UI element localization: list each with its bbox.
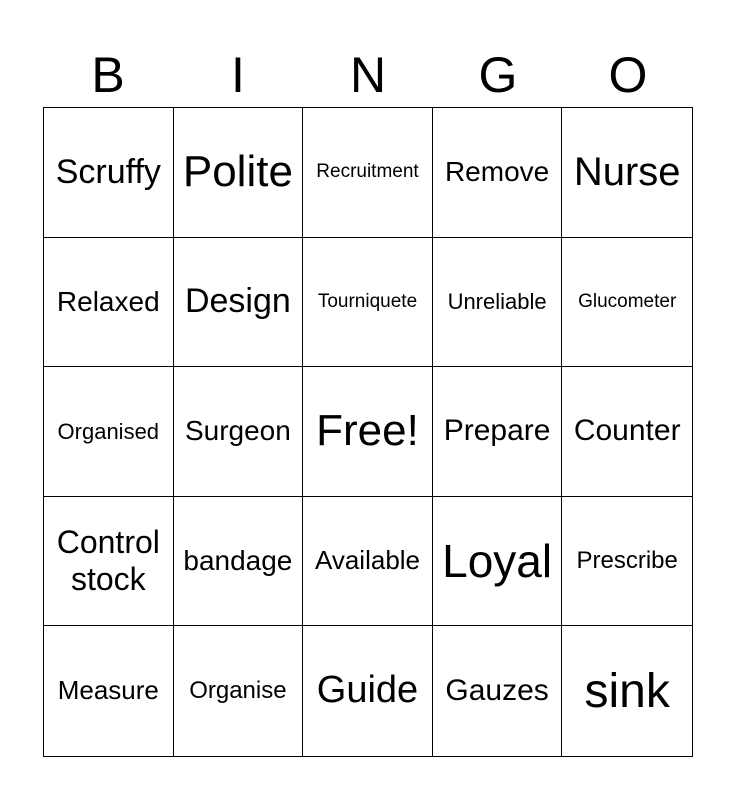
cell-label: Scruffy: [55, 152, 161, 191]
bingo-cell[interactable]: [174, 497, 304, 627]
cell-label: Remove: [444, 156, 550, 188]
bingo-cell[interactable]: [174, 367, 304, 497]
bingo-cell[interactable]: [303, 626, 433, 756]
cell-label: Prepare: [443, 414, 551, 448]
bingo-cell[interactable]: [44, 238, 174, 368]
cell-label: Unreliable: [447, 289, 547, 315]
cell-label: Counter: [573, 414, 681, 448]
cell-label: Control stock: [56, 524, 160, 598]
cell-label: Loyal: [442, 534, 553, 587]
cell-label: Tourniquete: [317, 290, 418, 312]
bingo-cell[interactable]: [562, 367, 692, 497]
cell-label: Polite: [182, 147, 293, 196]
bingo-header: [43, 44, 693, 106]
cell-label: Glucometer: [578, 290, 677, 312]
bingo-cell[interactable]: [433, 108, 563, 238]
bingo-cell[interactable]: [433, 497, 563, 627]
bingo-cell[interactable]: [562, 497, 692, 627]
bingo-cell[interactable]: [562, 108, 692, 238]
free-space-cell[interactable]: [303, 367, 433, 497]
header-letter-o: O: [608, 47, 648, 103]
bingo-cell[interactable]: [44, 497, 174, 627]
bingo-cell[interactable]: [174, 238, 304, 368]
cell-label: Design: [184, 282, 291, 321]
header-letter-i: I: [231, 47, 245, 103]
bingo-cell[interactable]: [303, 497, 433, 627]
bingo-cell[interactable]: [44, 108, 174, 238]
bingo-cell[interactable]: [433, 238, 563, 368]
cell-label: Measure: [57, 675, 159, 706]
cell-label: Guide: [316, 669, 419, 712]
bingo-cell[interactable]: [433, 626, 563, 756]
cell-label: Relaxed: [56, 285, 160, 317]
cell-label: Prescribe: [576, 547, 678, 575]
cell-label: bandage: [183, 545, 293, 576]
cell-label: Recruitment: [316, 161, 419, 183]
header-letter-g: G: [478, 47, 518, 103]
bingo-cell[interactable]: [44, 626, 174, 756]
cell-label: sink: [584, 664, 670, 718]
cell-label: Surgeon: [184, 415, 291, 447]
bingo-cell[interactable]: [44, 367, 174, 497]
cell-label: Nurse: [573, 150, 681, 195]
header-letter-n: N: [349, 47, 387, 103]
cell-label: Gauzes: [445, 673, 549, 707]
bingo-cell[interactable]: [562, 238, 692, 368]
bingo-cell[interactable]: [433, 367, 563, 497]
bingo-cell[interactable]: [303, 238, 433, 368]
cell-label: Organised: [57, 418, 160, 444]
bingo-cell[interactable]: [174, 626, 304, 756]
cell-label: Available: [314, 545, 421, 576]
cell-label: Organise: [189, 677, 287, 705]
bingo-cell[interactable]: [562, 626, 692, 756]
bingo-card: [43, 107, 693, 757]
bingo-cell[interactable]: [174, 108, 304, 238]
header-letter-b: B: [91, 47, 125, 103]
bingo-cell[interactable]: [303, 108, 433, 238]
free-space-label: Free!: [316, 406, 419, 456]
